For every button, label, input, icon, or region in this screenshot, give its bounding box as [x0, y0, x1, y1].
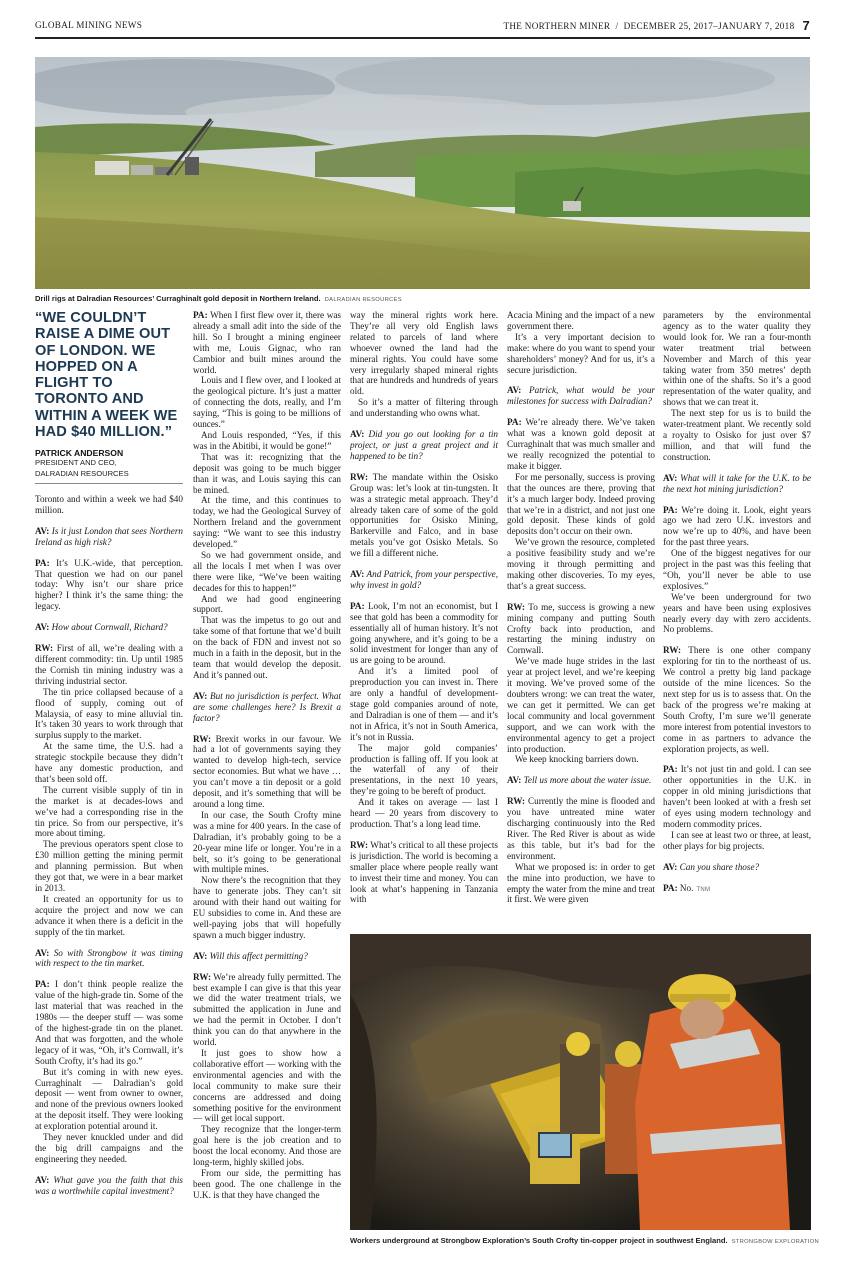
speaker: PA:	[663, 764, 678, 775]
answer-text: It’s U.K.-wide, that perception. That question we had on our panel today: Why isn’t our share price higher? I think it’s the same thing: the legacy.	[35, 557, 183, 612]
question-text: Patrick, what would be your milestones for success with Dalradian?	[507, 385, 655, 407]
answer-text: I don’t think people realize the value of the high-grade tin. Some of the last material that was reached in the 1980s — the deeper stuff — was some of the highest-grade tin on the planet. And that was forgotten, and the whole legacy of it was, “Oh, it’s Cornwall, it’s South Crofty, it’s had its go.”	[35, 979, 183, 1066]
question-text: What gave you the faith that this was a worthwhile capital investment?	[35, 1174, 183, 1196]
answer-text: Look, I’m not an economist, but I see that gold has been a commodity for essentially all of human history. It’s not going anywhere, and it’s going to be a solid investment for longer than any of us are going to be around.	[350, 600, 498, 666]
speaker: AV:	[663, 472, 678, 483]
question	[35, 622, 183, 633]
speaker: RW:	[507, 796, 526, 807]
pull-quote-name: PATRICK ANDERSON	[35, 448, 124, 459]
paragraph: Acacia Mining and the impact of a new government there.	[507, 310, 655, 331]
paragraph: At the same time, the U.S. had a strategic stockpile because they didn’t have any domestic production, and that’s been sold off.	[35, 741, 183, 784]
paragraph: Now there’s the recognition that they have to generate jobs. They can’t sit around with their hand out waiting for EU subsidies to come in. And these are well-paying jobs that will hopefully spawn a much bigger industry.	[193, 875, 341, 940]
answer-text: To me, success is growing a new mining company and putting South Crofty back into production, and restarting the mining industry on Cornwall.	[507, 601, 655, 656]
speaker: AV:	[507, 775, 522, 786]
speaker: AV:	[193, 690, 208, 701]
speaker: RW:	[350, 471, 369, 482]
underground-workers-photo	[350, 934, 811, 1230]
speaker: RW:	[193, 971, 212, 982]
question	[35, 526, 183, 548]
paragraph: It just goes to show how a collaborative effort — working with the environmental agencies and with the local community to make sure their concerns are addressed and doing something positive for the environment — will get local support.	[193, 1048, 341, 1124]
question-text: Will this affect permitting?	[209, 950, 308, 961]
paragraph: And it takes on average — last I heard — 20 years from discovery to production. That’s a long lead time.	[350, 797, 498, 829]
speaker: PA:	[663, 882, 678, 893]
paragraph: We’ve grown the resource, completed a positive feasibility study and we’re moving it through permitting and making other discoveries. To my eyes, that’s a great success.	[507, 537, 655, 591]
speaker: RW:	[193, 733, 212, 744]
photo-credit: STRONGBOW EXPLORATION	[731, 1239, 819, 1245]
question-text: Tell us more about the water issue.	[523, 775, 652, 786]
question	[507, 775, 655, 786]
speaker: PA:	[35, 557, 50, 568]
article-column-4	[507, 310, 655, 925]
speaker: AV:	[350, 429, 365, 440]
article-column-1	[35, 494, 183, 1244]
page-number: 7	[802, 18, 810, 33]
paragraph: The major gold companies’ production is falling off. If you look at the waterfall of any of their presentations, in the next 10 years, they’re going to be bereft of product.	[350, 742, 498, 797]
speaker: AV:	[35, 525, 50, 536]
drill-rigs-photo	[35, 57, 810, 289]
paragraph: way the mineral rights work here. They’re all very old English laws related to parcels of land where whoever owned the land had the mineral rights. You could have some very irregularly shaped mineral rights that are hundreds and hundreds of years old.	[350, 310, 498, 397]
paragraph: Toronto and within a week we had $40 million.	[35, 494, 183, 515]
paragraph: In our case, the South Crofty mine was a mine for 400 years. In the case of Dalradian, it’s probably going to be a 20-year mine life or longer. You’re in a belt, so it’s going to be generational with multiple mines.	[193, 809, 341, 875]
photo-credit: DALRADIAN RESOURCES	[324, 297, 402, 303]
speaker: PA:	[35, 979, 50, 990]
question	[35, 1175, 183, 1197]
paragraph: The current visible supply of tin in the market is at decades-lows and we’ve had a corresponding rise in the tin price. So from our perspective, it’s more about timing.	[35, 784, 183, 839]
speaker: PA:	[507, 417, 522, 428]
paragraph: It created an opportunity for us to acquire the project and now we can advance it when there is a deficit in the supply of the tin market.	[35, 893, 183, 937]
question-text: But no jurisdiction is perfect. What are some challenges here? Is Brexit a factor?	[193, 690, 341, 723]
speaker: AV:	[35, 1174, 50, 1185]
speaker: RW:	[663, 645, 682, 656]
question	[35, 948, 183, 970]
question-text: How about Cornwall, Richard?	[51, 622, 168, 633]
paragraph: From our side, the permitting has been good. The one challenge in the U.K. is that they have changed the	[193, 1167, 341, 1200]
speaker: PA:	[663, 504, 678, 515]
masthead-text: THE NORTHERN MINER / DECEMBER 25, 2017–JANUARY 7, 2018	[503, 21, 795, 31]
header-rule	[35, 37, 810, 39]
paragraph: That was the impetus to go out and take some of that fortune that we’d built on the back of FDN and invest not so much in a faith in the deposit, but in the team that would develop the deposit. And it’s panned out.	[193, 615, 341, 680]
question-text: And Patrick, from your perspective, why invest in gold?	[350, 569, 498, 590]
caption-text: Workers underground at Strongbow Exploration’s South Crofty tin-copper project in southwest England.	[350, 1236, 728, 1245]
speaker: RW:	[507, 601, 526, 612]
answer-text: No.	[679, 882, 694, 893]
paragraph: And we had good engineering support.	[193, 593, 341, 615]
paragraph: The tin price collapsed because of a flood of supply, coming out of Malaysia, of easy to mine alluvial tin. It’s taken 30 years to work through that surplus supply to the market.	[35, 686, 183, 741]
paragraph: We’ve been underground for two years and have been using explosives nearly every day with zero accidents. No problems.	[663, 591, 811, 635]
paragraph: And it’s a limited pool of preproduction you can invest in. There are only a handful of development-stage gold companies around of note, and Dalradian is one of them — and it’s not in Africa, it’s not in South America, it’s not in Russia.	[350, 666, 498, 742]
question-text: Did you go out looking for a tin project, or just a great project and it happened to be tin?	[350, 429, 498, 461]
paragraph: Louis and I flew over, and I looked at the geological picture. It’s just a matter of connecting the dots, really, and I’m saying, “This is going to be millions of ounces.”	[193, 375, 341, 430]
speaker: RW:	[35, 643, 54, 654]
page-header	[35, 18, 810, 38]
question	[193, 951, 341, 962]
masthead-dateline	[503, 18, 810, 33]
speaker: AV:	[350, 569, 365, 580]
article-column-2	[193, 310, 341, 1245]
speaker: RW:	[350, 839, 369, 850]
paragraph: We’ve made huge strides in the last year at project level, and we’re keeping it moving. We’ve proved some of the doubters wrong: we can treat the water, we can get it permitted. We can get local community and local government support, and we can work with the environmental agency to get a project into production.	[507, 656, 655, 754]
question	[663, 473, 811, 495]
paragraph: And Louis responded, “Yes, if this was in the Abitibi, it would be gone!”	[193, 429, 341, 451]
pull-quote-rule	[35, 483, 183, 484]
section-label: GLOBAL MINING NEWS	[35, 20, 143, 30]
paragraph: It’s a very important decision to make: where do you want to spend your shareholders’ money? And for us, it’s a secure jurisdiction.	[507, 331, 655, 375]
speaker: PA:	[193, 310, 208, 320]
question-text: So with Strongbow it was timing with respect to the tin market.	[35, 947, 183, 969]
pull-quote-role-2: DALRADIAN RESOURCES	[35, 468, 129, 478]
pull-quote	[35, 310, 183, 479]
answer-text: The mandate within the Osisko Group was: let’s look at tin-tungsten. It was a strategic metal approach. They’d already taken care of some of the gold opportunities for Osisko Mining, Barkerville and Falco, and in base metals you’ve got Osisko Metals. So we fill a different niche.	[350, 471, 498, 559]
paragraph: What we proposed is: in order to get the mine into production, we have to empty the water from the mine and treat it first. We were given	[507, 861, 655, 905]
answer-text: Currently the mine is flooded and you have untreated mine water discharging continuously into the Red River. The Red River is about as wide as this table, but it’s bad for the environment.	[507, 796, 655, 861]
answer-text: We’re already fully permitted. The best example I can give is that this year we did the water treatment trials, we submitted the application in June and we had the permit in October. I don’t think you can do that anywhere in the world.	[193, 971, 341, 1048]
answer-text: There is one other company exploring for tin to the northeast of us. We control a pretty big land package outside of the mine licences. So the next step for us is to assess that. On the back of the progress we’re making at South Crofty, I’m sure we’ll generate more interest from potential investors to come in as partners to advance the exploration projects, as well.	[663, 645, 811, 754]
paragraph: That was it: recognizing that the deposit was going to be much bigger than it was, and Louis saying this can be mined.	[193, 451, 341, 495]
question	[663, 862, 811, 873]
photo-caption-top	[35, 294, 402, 303]
paragraph: So we had government onside, and all the locals I met when I was over there were like, “We’ve been waiting decades for this to happen!”	[193, 549, 341, 593]
answer-text: When I first flew over it, there was already a small adit into the side of the hill. So I brought a mining engineer with me, Louis Gignac, who ran Cambior and built mines around the world.	[193, 310, 341, 375]
paragraph: parameters by the environmental agency as to the water quality they would look for. We ran a four-month water treatment trial between November and March of this year taking water from 350 metres’ depth within one of the shafts. So it’s a good representation of the water quality, and shows that we can treat it.	[663, 310, 811, 408]
question-text: Can you share those?	[679, 861, 760, 872]
answer-text: What’s critical to all these projects is jurisdiction. The world is becoming a smaller place where people really want to invest their time and money. You can look at what’s happening in Tanzania with	[350, 839, 498, 905]
answer-text: We’re doing it. Look, eight years ago we had zero U.K. investors and now we’re up to 40%, and have been for the past three years.	[663, 504, 811, 548]
speaker: AV:	[663, 861, 678, 872]
paragraph: The next step for us is to build the water-treatment plant. We recently sold a royalty to Osisko for just over $7 million, and that will fund the construction.	[663, 408, 811, 462]
answer-text: It’s not just tin and gold. I can see other opportunities in the U.K. in copper in old mining jurisdictions that haven’t been looked at with a fresh set of eyes using modern technology and modern commodity prices.	[663, 764, 811, 829]
speaker: AV:	[35, 947, 50, 958]
pull-quote-role-1: PRESIDENT AND CEO,	[35, 458, 117, 468]
answer-text: First of all, we’re dealing with a different commodity: tin. Up until 1985 the Cornish tin mining industry was a thriving industrial sector.	[35, 643, 183, 686]
paragraph: The previous operators spent close to £30 million getting the mining permit and planning permission. But when they got that, we were in a bear market in 2013.	[35, 839, 183, 893]
speaker: AV:	[193, 950, 208, 961]
paragraph: But it’s coming in with new eyes. Curraghinalt — Dalradian’s gold deposit — went from owner to owner, and none of the previous owners looked at the deposit itself. They were looking at exploration potential around it.	[35, 1066, 183, 1132]
question	[350, 569, 498, 591]
question	[350, 429, 498, 462]
paragraph: For me personally, success is proving that the ounces are there, proving that it’s a much larger body. Indeed proving that we’re in a district, and not just one gold deposit. These kinds of gold deposits don’t occur on their own.	[507, 471, 655, 537]
signoff: TNM	[696, 886, 711, 893]
pull-quote-text: “WE COULDN’T RAISE A DIME OUT OF LONDON. WE HOPPED ON A FLIGHT TO TORONTO AND WITHIN A WEEK WE HAD $40 MILLION.”	[35, 310, 178, 441]
speaker: AV:	[507, 385, 522, 396]
speaker: PA:	[350, 600, 365, 611]
question	[193, 691, 341, 724]
speaker: AV:	[35, 622, 50, 633]
paragraph: I can see at least two or three, at least, other plays for big projects.	[663, 829, 811, 851]
article-column-5	[663, 310, 811, 925]
paragraph: One of the biggest negatives for our project in the past was this feeling that “Oh, you’ll never be able to use explosives.”	[663, 548, 811, 591]
question	[507, 385, 655, 407]
caption-text: Drill rigs at Dalradian Resources’ Curraghinalt gold deposit in Northern Ireland.	[35, 294, 321, 303]
paragraph: They never knuckled under and did the big drill campaigns and the engineering they needed.	[35, 1132, 183, 1164]
question-text: What will it take for the U.K. to be the next hot mining jurisdiction?	[663, 472, 811, 494]
paragraph: So it’s a matter of filtering through and understanding who owns what.	[350, 397, 498, 419]
paragraph: They recognize that the longer-term goal here is the job creation and to boost the local economy. And those are long-term, highly skilled jobs.	[193, 1124, 341, 1168]
article-column-3	[350, 310, 498, 925]
answer-text: We’re already there. We’ve taken what was a known gold deposit at Curraghinalt that was much smaller and we really recognized the potential to make it bigger.	[507, 417, 655, 471]
paragraph: We keep knocking barriers down.	[515, 754, 639, 765]
question-text: Is it just London that sees Northern Ireland as high risk?	[35, 525, 183, 547]
photo-caption-bottom	[350, 1236, 819, 1245]
paragraph: At the time, and this continues to today, we had the Geological Survey of Northern Ireland and the government saying: “We want to see this industry developed.”	[193, 495, 341, 550]
answer-text: Brexit works in our favour. We had a lot of governments saying they wanted to develop high-tech, service sector economies. But what we have … you can’t move a tin deposit or a gold deposit, and it’s something that will be around a long time.	[193, 733, 341, 809]
